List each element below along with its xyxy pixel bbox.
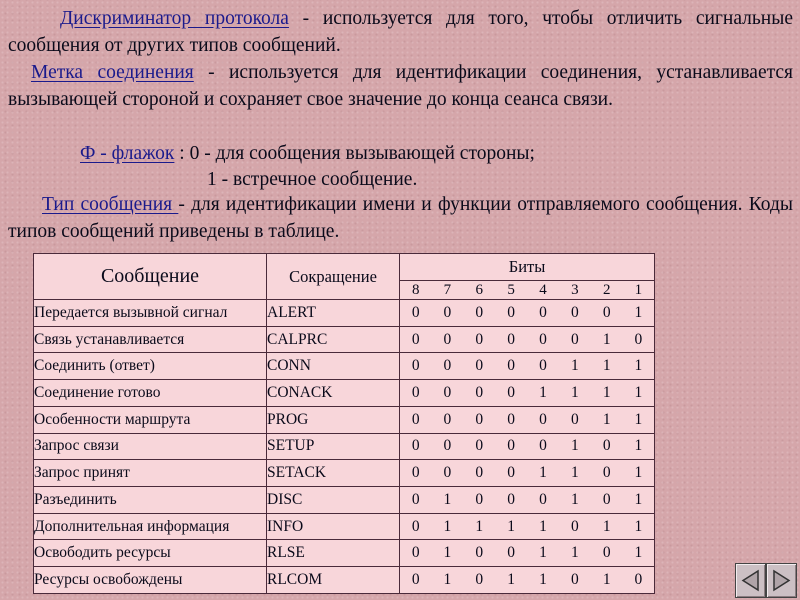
bit-number: 8 (400, 281, 432, 300)
definition-flag-0: : 0 - для сообщения вызывающей стороны; (174, 143, 535, 164)
cell-bit: 1 (623, 380, 655, 407)
cell-bit: 0 (463, 540, 495, 567)
cell-bit: 1 (527, 513, 559, 540)
previous-slide-button[interactable] (735, 563, 766, 598)
cell-bit: 0 (463, 353, 495, 380)
cell-bit: 0 (463, 326, 495, 353)
cell-bit: 0 (495, 353, 527, 380)
cell-abbreviation: CONACK (267, 380, 400, 407)
cell-message: Связь устанавливается (34, 326, 267, 353)
cell-bit: 0 (559, 300, 591, 327)
cell-bit: 1 (527, 380, 559, 407)
cell-bit: 0 (591, 433, 623, 460)
cell-bit: 0 (495, 540, 527, 567)
cell-bit: 0 (400, 513, 432, 540)
cell-abbreviation: SETACK (267, 460, 400, 487)
cell-bit: 0 (400, 380, 432, 407)
cell-bit: 1 (495, 567, 527, 594)
cell-bit: 1 (591, 326, 623, 353)
header-abbreviation: Сокращение (267, 254, 400, 300)
cell-message: Соединение готово (34, 380, 267, 407)
cell-bit: 1 (431, 513, 463, 540)
cell-bit: 0 (495, 487, 527, 514)
cell-bit: 0 (559, 567, 591, 594)
table-row (34, 353, 655, 380)
bit-number: 1 (623, 281, 655, 300)
bit-number: 2 (591, 281, 623, 300)
cell-bit: 1 (623, 406, 655, 433)
definition-connection-label: - используется для идентификации соединения, устанавливается вызывающей стороной и сохраняет свое значение до конца сеанса связи. (8, 62, 793, 110)
cell-bit: 1 (463, 513, 495, 540)
cell-bit: 1 (623, 433, 655, 460)
cell-abbreviation: SETUP (267, 433, 400, 460)
cell-bit: 0 (463, 460, 495, 487)
paragraph-message-type (8, 192, 793, 245)
cell-bit: 1 (559, 433, 591, 460)
cell-bit: 1 (559, 460, 591, 487)
cell-bit: 0 (591, 487, 623, 514)
cell-bit: 0 (431, 326, 463, 353)
cell-bit: 0 (431, 433, 463, 460)
cell-bit: 1 (623, 460, 655, 487)
cell-bit: 1 (431, 487, 463, 514)
cell-bit: 0 (591, 540, 623, 567)
cell-bit: 1 (623, 353, 655, 380)
cell-bit: 1 (527, 460, 559, 487)
cell-message: Запрос принят (34, 460, 267, 487)
cell-bit: 1 (495, 513, 527, 540)
cell-message: Разъединить (34, 487, 267, 514)
table-body (34, 300, 655, 594)
cell-bit: 0 (495, 433, 527, 460)
paragraph-connection-label (8, 60, 793, 113)
cell-abbreviation: CALPRC (267, 326, 400, 353)
bit-number: 6 (463, 281, 495, 300)
cell-bit: 0 (527, 433, 559, 460)
table-row (34, 300, 655, 327)
cell-bit: 0 (559, 326, 591, 353)
cell-abbreviation: CONN (267, 353, 400, 380)
bit-number: 3 (559, 281, 591, 300)
definition-flag-1: 1 - встречное сообщение. (207, 169, 418, 190)
cell-message: Освободить ресурсы (34, 540, 267, 567)
message-codes-table (33, 253, 655, 594)
table-row (34, 487, 655, 514)
cell-bit: 1 (559, 487, 591, 514)
term-flag: Ф - флажок (80, 143, 175, 164)
cell-abbreviation: RLCOM (267, 567, 400, 594)
cell-bit: 0 (463, 380, 495, 407)
table-row (34, 326, 655, 353)
cell-bit: 0 (527, 487, 559, 514)
cell-message: Ресурсы освобождены (34, 567, 267, 594)
bit-number: 5 (495, 281, 527, 300)
cell-bit: 0 (623, 567, 655, 594)
cell-bit: 1 (527, 540, 559, 567)
cell-bit: 0 (463, 300, 495, 327)
cell-bit: 0 (431, 460, 463, 487)
cell-bit: 1 (591, 513, 623, 540)
cell-bit: 0 (400, 567, 432, 594)
cell-bit: 0 (463, 567, 495, 594)
cell-bit: 0 (623, 326, 655, 353)
cell-bit: 0 (400, 326, 432, 353)
table-row (34, 513, 655, 540)
cell-message: Соединить (ответ) (34, 353, 267, 380)
cell-bit: 0 (400, 460, 432, 487)
cell-bit: 0 (495, 460, 527, 487)
cell-abbreviation: RLSE (267, 540, 400, 567)
header-bits: Биты (400, 254, 655, 281)
cell-bit: 1 (559, 380, 591, 407)
cell-bit: 0 (591, 460, 623, 487)
term-protocol-discriminator: Дискриминатор протокола (60, 8, 289, 29)
term-connection-label: Метка соединения (31, 62, 194, 83)
cell-bit: 0 (400, 353, 432, 380)
cell-abbreviation: ALERT (267, 300, 400, 327)
cell-bit: 0 (527, 300, 559, 327)
cell-bit: 0 (559, 406, 591, 433)
triangle-left-icon (740, 569, 761, 592)
cell-bit: 0 (495, 300, 527, 327)
definition-message-type: - для идентификации имени и функции отправляемого сообщения. Коды типов сообщений приведены в таблице. (8, 194, 793, 242)
cell-bit: 0 (431, 380, 463, 407)
table-row (34, 433, 655, 460)
cell-abbreviation: PROG (267, 406, 400, 433)
paragraph-flag (80, 141, 780, 168)
cell-bit: 0 (495, 406, 527, 433)
cell-bit: 1 (591, 406, 623, 433)
table-row (34, 380, 655, 407)
table-row (34, 460, 655, 487)
cell-bit: 0 (431, 406, 463, 433)
cell-message: Передается вызывной сигнал (34, 300, 267, 327)
triangle-right-icon (771, 569, 792, 592)
cell-bit: 0 (527, 406, 559, 433)
cell-bit: 1 (591, 380, 623, 407)
cell-bit: 0 (463, 433, 495, 460)
cell-bit: 0 (559, 513, 591, 540)
cell-bit: 0 (431, 300, 463, 327)
cell-bit: 1 (623, 540, 655, 567)
cell-message: Дополнительная информация (34, 513, 267, 540)
cell-message: Особенности маршрута (34, 406, 267, 433)
cell-bit: 1 (559, 353, 591, 380)
cell-bit: 0 (495, 380, 527, 407)
cell-bit: 0 (400, 487, 432, 514)
cell-bit: 1 (623, 513, 655, 540)
bit-number: 7 (431, 281, 463, 300)
cell-abbreviation: INFO (267, 513, 400, 540)
cell-bit: 1 (559, 540, 591, 567)
table-row (34, 540, 655, 567)
term-message-type: Тип сообщения (42, 194, 179, 215)
cell-bit: 0 (400, 433, 432, 460)
cell-bit: 0 (400, 300, 432, 327)
definition-protocol-discriminator: - используется для того, чтобы отличить сигнальные сообщения от других типов сообщений. (8, 8, 794, 56)
cell-bit: 1 (431, 567, 463, 594)
cell-bit: 0 (400, 406, 432, 433)
header-message: Сообщение (34, 254, 267, 300)
cell-bit: 1 (431, 540, 463, 567)
cell-bit: 0 (463, 406, 495, 433)
cell-bit: 1 (591, 353, 623, 380)
bit-number: 4 (527, 281, 559, 300)
cell-bit: 0 (463, 487, 495, 514)
cell-bit: 1 (623, 300, 655, 327)
cell-bit: 0 (495, 326, 527, 353)
next-slide-button[interactable] (766, 563, 797, 598)
cell-bit: 0 (591, 300, 623, 327)
cell-bit: 1 (591, 567, 623, 594)
cell-message: Запрос связи (34, 433, 267, 460)
cell-bit: 0 (431, 353, 463, 380)
cell-bit: 1 (527, 567, 559, 594)
paragraph-protocol-discriminator (8, 6, 793, 59)
cell-bit: 0 (527, 326, 559, 353)
cell-bit: 0 (527, 353, 559, 380)
cell-abbreviation: DISC (267, 487, 400, 514)
table-row (34, 567, 655, 594)
cell-bit: 1 (623, 487, 655, 514)
table-row (34, 406, 655, 433)
cell-bit: 0 (400, 540, 432, 567)
